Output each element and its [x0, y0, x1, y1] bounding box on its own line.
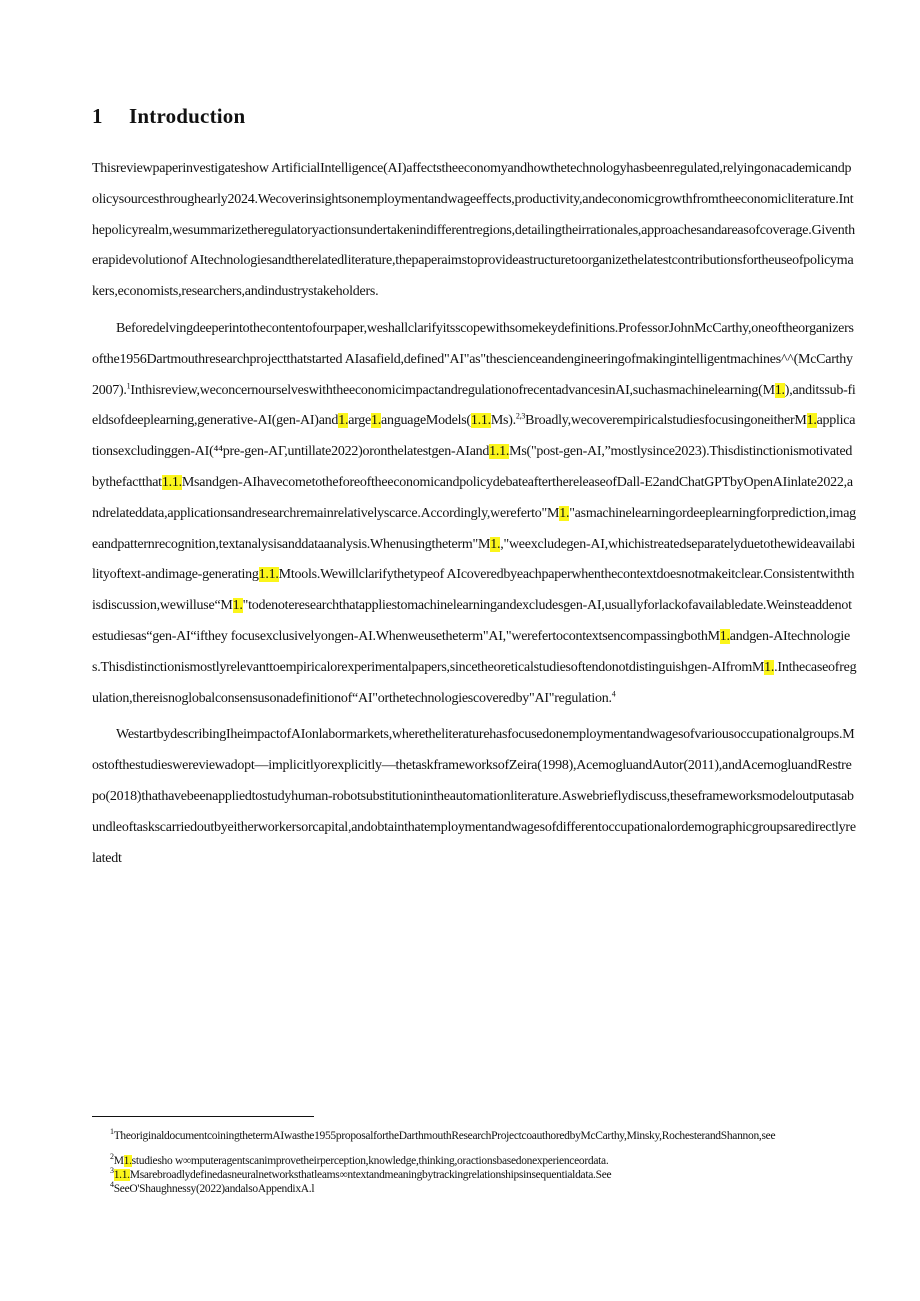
text-run: ),anditssub-fieldsofdeeplearning,generative-AI(gen-AI)and [92, 382, 856, 429]
paragraph-3 [92, 720, 857, 874]
text-run: M [113, 1155, 124, 1167]
text-run: Msandgen-AIhavecometotheforeoftheeconomicandpolicydebateafterthereleaseofDall-E2andChatGPTbyOpenAIinlate2022,andrelateddata,applicationsandresearchremainrelativelyscarce.Accordingly,wereferto"M [92, 474, 853, 521]
highlighted-text: 1.1. [113, 1169, 130, 1181]
footnote-marker: 1 [126, 380, 131, 390]
highlighted-text: 1. [490, 536, 501, 552]
footnote-marker: 1 [110, 1127, 114, 1137]
text-run: TheoriginaldocumentcoiningthetermAIwasthe1955proposalfortheDarthmouthResearchProjectcoauthoredbyMcCarthy,Minsky,RochesterandShannon,see [113, 1130, 776, 1142]
text-run: WestartbydescribingIheimpactofAIonlabormarkets,wheretheliteraturehasfocusedonemploymentandwagesofvariousoccupationalgroups.Mostofthestudieswereviewadopt—implicitlyorexplicitly—thetaskframeworksofZeira(1998),AcemogluandAutor(2011),andAcemogluandRestrepo(2018)thathavebeenappliedtostudyhuman-robotsubstitutionintheautomationliterature.Aswebrieflydiscuss,theseframeworksmodeloutputasabundleoftaskscarriedoutbyeitherworkersorcapital,andobtainthatemploymentandwagesofdifferentoccupationalordemographicgroupsaredirectlyrelatedt [92, 727, 856, 866]
highlighted-text: 1. [719, 628, 730, 644]
text-run: Thisreviewpaperinvestigateshow ArtificialIntelligence(AI)affectstheeconomyandhowthetechnologyhasbeenregulated,relyingonacademicandpolicysourcesthroughearly2024.Wecoverinsightsonemploymentandwageeffects,productivity,andeconomicgrowthfromtheeconomicliterature.Inthepolicyrealm,wesummarizetheregulatoryactionsundertakenindifferentregions,detailingtheirrationales,approachesandareasofcoverage.Giventherapidevolutionof AItechnologiesandtherelatedliterature,thepaperaimstoprovideastructuretoorganizethelatestcontributionsfortheuseofpolicymakers,economists,researchers,andindustrystakeholders. [92, 161, 855, 300]
text-run: Ms). [490, 413, 516, 429]
section-number: 1 [92, 104, 103, 128]
highlighted-text: 1. [232, 598, 243, 614]
text-run: .Inthecaseofregulation,thereisnoglobalconsensusonadefinitionof“AI"orthetechnologiescoveredby"AI"regulation. [92, 659, 857, 706]
footnote-marker: 4 [110, 1180, 114, 1190]
highlighted-text: 1.1. [489, 444, 510, 460]
text-run: andgen-AItechnologies.Thisdistinctionismostlyrelevanttoempiricalorexperimentalpapers,sincetheoreticalstudiesoftendonotdistinguishgen-AIfromM [92, 628, 850, 675]
text-run: Beforedelvingdeeperintothecontentofourpaper,weshallclarifyitsscopewithsomekeydefinitions.ProfessorJohnMcCarthy,oneoftheorganizersofthe1956Dartmouthresearchprojectthatstarted AIasafield,defined"AI"as"thescienceandengineeringofmakingintelligentmachines^^(McCarthy2007). [92, 320, 854, 398]
footnotes [92, 1124, 857, 1196]
text-run: Inthisreview,weconcernourselveswiththeeconomicimpactandregulationofrecentadvancesinAI,suchasmachinelearning(M [130, 382, 775, 398]
footnote-1 [92, 1124, 857, 1148]
footnote-marker: 4 [611, 688, 616, 698]
footnote-marker: 2,3 [515, 411, 526, 421]
highlighted-text: 1. [806, 413, 817, 429]
footnote-marker: 2 [110, 1152, 114, 1162]
text-run: "todenoteresearchthatappliestomachinelearningandexcludesgen-AI,usuallyforlackofavailabledate.Weinsteaddenotestudiesas“gen-AI“ifthey focusexclusivelyongen-AI.Whenweusetheterm"AI,"werefertocontextsencompassingbothM [92, 598, 852, 644]
text-run: applicationsexcludinggen-AI(⁴⁴pre-gen-AΓ,untillate2022)oronthelatestgen-AIand [92, 413, 856, 460]
text-run: ,"weexcludegen-AI,whichistreatedseparatelyduetothewideavailabilityoftext-andimage-generating [92, 536, 856, 583]
highlighted-text: 1. [559, 505, 570, 521]
highlighted-text: 1.1. [161, 474, 182, 490]
text-run: SeeO'Shaughnessy(2022)andalsoAppendixA.l [113, 1183, 315, 1195]
text-run: Ms("post-gen-AI,”mostlysince2023).Thisdistinctionismotivatedbythefactthat [92, 444, 853, 490]
text-run: anguageModels( [381, 413, 471, 429]
highlighted-text: 1. [371, 413, 382, 429]
highlighted-text: 1. [338, 413, 349, 429]
text-run: Broadly,wecoverempiricalstudiesfocusingoneitherM [525, 413, 807, 429]
footnote-4 [92, 1182, 857, 1196]
text-run: studiesho w∞mputeragentscanimprovetheirperception,knowledge,thinking,oractionsbasedonexperienceordata. [131, 1155, 609, 1167]
footnote-3 [92, 1168, 857, 1182]
text-run: "asmachinelearningordeeplearningforprediction,imageandpatternrecognition,textanalysisanddataanalysis.Whenusingtheterm"M [92, 505, 856, 552]
footnote-divider [92, 1116, 314, 1117]
highlighted-text: 1. [123, 1155, 132, 1167]
paragraph-1 [92, 154, 857, 308]
section-heading [92, 104, 245, 129]
section-title: Introduction [129, 104, 246, 128]
body-text [92, 154, 857, 874]
text-run: Msarebroadlydefinedasneuralnetworksthatleams∞ntextandmeaningbytrackingrelationshipsinsequentialdata.See [129, 1169, 612, 1181]
highlighted-text: 1. [774, 382, 785, 398]
highlighted-text: 1. [764, 659, 775, 675]
footnote-2 [92, 1154, 857, 1168]
highlighted-text: 1.1. [258, 567, 279, 583]
highlighted-text: 1.1. [470, 413, 491, 429]
footnote-marker: 3 [110, 1166, 114, 1176]
text-run: Mtools.Wewillclarifythetypeof AIcoveredbyeachpaperwhenthecontextdoesnotmakeitclear.Consistentwiththisdiscussion,wewilluse“M [92, 567, 855, 614]
paragraph-2 [92, 314, 857, 714]
text-run: arge [348, 413, 372, 429]
